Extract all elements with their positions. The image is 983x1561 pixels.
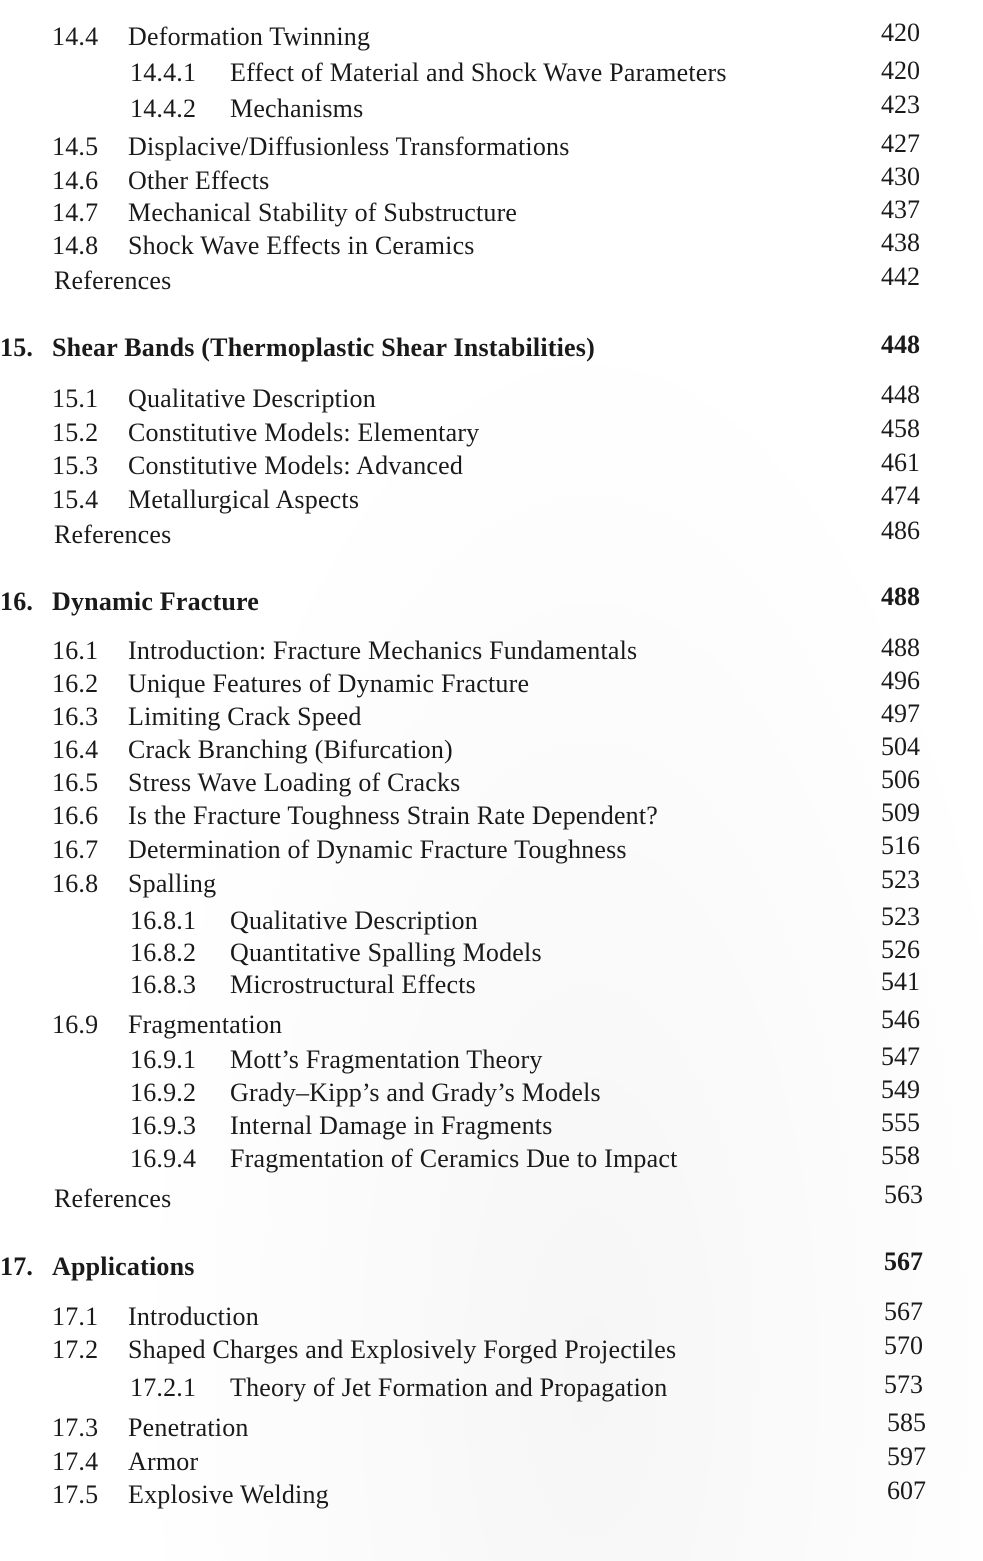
entry-title: Crack Branching (Bifurcation) (128, 735, 453, 764)
toc-entry (130, 1373, 667, 1403)
toc-entry (130, 94, 363, 124)
entry-page: 547 (881, 1042, 920, 1071)
entry-number: 14.4.2 (130, 94, 197, 123)
entry-page: 607 (887, 1476, 926, 1505)
toc-entry (52, 1447, 198, 1477)
entry-page: 474 (881, 481, 920, 510)
entry-number: 16.2 (52, 669, 99, 698)
entry-page: 563 (884, 1180, 923, 1209)
entry-number: 14.8 (52, 231, 99, 260)
entry-number: 16.9.1 (130, 1045, 197, 1074)
toc-entry (52, 22, 370, 52)
references-label: References (54, 266, 172, 295)
entry-number: 16.9.2 (130, 1078, 197, 1107)
entry-number: 16.5 (52, 768, 99, 797)
toc-references (54, 266, 171, 296)
toc-entry (52, 418, 479, 448)
toc-entry (52, 1413, 249, 1443)
entry-title: Introduction: Fracture Mechanics Fundamentals (128, 636, 638, 665)
entry-page: 546 (881, 1005, 920, 1034)
toc-references (54, 1184, 171, 1214)
entry-number: 17.4 (52, 1447, 99, 1476)
toc-entry (52, 1335, 676, 1365)
toc-entry (52, 735, 453, 765)
entry-number: 16.8.1 (130, 906, 197, 935)
entry-number: 15.2 (52, 418, 99, 447)
toc-entry (52, 702, 362, 732)
entry-page: 585 (887, 1408, 926, 1437)
entry-title: Qualitative Description (230, 906, 478, 935)
entry-title: Explosive Welding (128, 1480, 329, 1509)
entry-page: 523 (881, 865, 920, 894)
chapter-page: 567 (884, 1247, 923, 1276)
toc-entry (130, 970, 476, 1000)
entry-number: 15.3 (52, 451, 99, 480)
entry-page: 442 (881, 262, 920, 291)
entry-page: 430 (881, 162, 920, 191)
toc-entry (52, 231, 475, 261)
entry-number: 14.6 (52, 166, 99, 195)
entry-title: Armor (128, 1447, 199, 1476)
entry-page: 509 (881, 798, 920, 827)
entry-number: 16.7 (52, 835, 99, 864)
entry-number: 17.5 (52, 1480, 99, 1509)
toc-entry (130, 1078, 601, 1108)
toc-entry (52, 1010, 282, 1040)
entry-page: 488 (881, 633, 920, 662)
entry-title: Is the Fracture Toughness Strain Rate Dependent? (128, 801, 659, 830)
toc-entry (130, 938, 542, 968)
chapter-number: 16. (0, 587, 34, 616)
entry-title: Metallurgical Aspects (128, 485, 360, 514)
toc-entry (52, 1480, 329, 1510)
toc-entry (52, 132, 570, 162)
entry-title: Unique Features of Dynamic Fracture (128, 669, 530, 698)
entry-title: Mechanisms (230, 94, 364, 123)
entry-number: 16.9 (52, 1010, 99, 1039)
entry-title: Shock Wave Effects in Ceramics (128, 231, 475, 260)
entry-number: 14.4.1 (130, 58, 197, 87)
toc-entry (52, 801, 658, 831)
toc-entry (130, 1111, 553, 1141)
entry-number: 16.3 (52, 702, 99, 731)
entry-number: 16.9.3 (130, 1111, 197, 1140)
entry-title: Penetration (128, 1413, 249, 1442)
toc-entry (130, 58, 727, 88)
entry-title: Theory of Jet Formation and Propagation (230, 1373, 668, 1402)
entry-page: 423 (881, 90, 920, 119)
toc-entry (52, 198, 517, 228)
chapter-heading (0, 1252, 195, 1282)
entry-title: Qualitative Description (128, 384, 376, 413)
entry-number: 17.2.1 (130, 1373, 197, 1402)
entry-title: Limiting Crack Speed (128, 702, 362, 731)
chapter-page: 488 (881, 582, 920, 611)
references-label: References (54, 520, 172, 549)
entry-title: Fragmentation of Ceramics Due to Impact (230, 1144, 678, 1173)
entry-number: 15.4 (52, 485, 99, 514)
entry-title: Effect of Material and Shock Wave Parameters (230, 58, 727, 87)
toc-entry (52, 485, 359, 515)
entry-title: Constitutive Models: Elementary (128, 418, 480, 447)
entry-title: Grady–Kipp’s and Grady’s Models (230, 1078, 601, 1107)
entry-title: Other Effects (128, 166, 270, 195)
entry-number: 17.2 (52, 1335, 99, 1364)
entry-page: 486 (881, 516, 920, 545)
toc-entry (52, 636, 637, 666)
entry-title: Spalling (128, 869, 217, 898)
entry-number: 14.7 (52, 198, 99, 227)
entry-page: 506 (881, 765, 920, 794)
entry-title: Determination of Dynamic Fracture Toughness (128, 835, 627, 864)
entry-title: Mott’s Fragmentation Theory (230, 1045, 543, 1074)
entry-page: 420 (881, 56, 920, 85)
entry-title: Mechanical Stability of Substructure (128, 198, 518, 227)
entry-title: Introduction (128, 1302, 259, 1331)
entry-page: 461 (881, 448, 920, 477)
entry-page: 573 (884, 1370, 923, 1399)
entry-number: 16.9.4 (130, 1144, 197, 1173)
entry-page: 438 (881, 228, 920, 257)
entry-title: Microstructural Effects (230, 970, 476, 999)
toc-entry (52, 166, 269, 196)
entry-page: 541 (881, 967, 920, 996)
entry-number: 16.8.3 (130, 970, 197, 999)
entry-page: 597 (887, 1442, 926, 1471)
entry-number: 17.1 (52, 1302, 99, 1331)
entry-title: Fragmentation (128, 1010, 283, 1039)
toc-entry (52, 1302, 259, 1332)
entry-title: Stress Wave Loading of Cracks (128, 768, 461, 797)
entry-page: 516 (881, 831, 920, 860)
toc-entry (130, 1045, 543, 1075)
entry-page: 497 (881, 699, 920, 728)
chapter-title: Shear Bands (Thermoplastic Shear Instabilities) (52, 333, 595, 362)
entry-page: 496 (881, 666, 920, 695)
toc-entry (52, 835, 627, 865)
entry-number: 14.5 (52, 132, 99, 161)
entry-number: 17.3 (52, 1413, 99, 1442)
references-label: References (54, 1184, 172, 1213)
entry-number: 16.8 (52, 869, 99, 898)
entry-number: 16.4 (52, 735, 99, 764)
toc-entry (52, 451, 463, 481)
entry-number: 16.6 (52, 801, 99, 830)
entry-page: 504 (881, 732, 920, 761)
entry-page: 437 (881, 195, 920, 224)
entry-page: 570 (884, 1331, 923, 1360)
entry-number: 15.1 (52, 384, 99, 413)
entry-number: 16.8.2 (130, 938, 197, 967)
entry-page: 448 (881, 380, 920, 409)
chapter-number: 17. (0, 1252, 34, 1281)
entry-title: Deformation Twinning (128, 22, 371, 51)
toc-entry (52, 384, 376, 414)
entry-page: 567 (884, 1297, 923, 1326)
toc-entry (130, 1144, 678, 1174)
entry-page: 555 (881, 1108, 920, 1137)
toc-entry (52, 768, 461, 798)
chapter-heading (0, 587, 259, 617)
chapter-heading (0, 333, 595, 363)
chapter-page: 448 (881, 330, 920, 359)
entry-title: Quantitative Spalling Models (230, 938, 542, 967)
chapter-title: Dynamic Fracture (52, 587, 260, 616)
toc-references (54, 520, 171, 550)
toc-entry (52, 669, 529, 699)
entry-number: 14.4 (52, 22, 99, 51)
entry-title: Constitutive Models: Advanced (128, 451, 464, 480)
entry-title: Displacive/Diffusionless Transformations (128, 132, 570, 161)
entry-page: 549 (881, 1075, 920, 1104)
chapter-number: 15. (0, 333, 34, 362)
chapter-title: Applications (52, 1252, 195, 1281)
entry-number: 16.1 (52, 636, 99, 665)
entry-page: 458 (881, 414, 920, 443)
entry-page: 526 (881, 935, 920, 964)
entry-title: Internal Damage in Fragments (230, 1111, 553, 1140)
toc-entry (130, 906, 478, 936)
toc-entry (52, 869, 216, 899)
entry-page: 420 (881, 18, 920, 47)
entry-page: 427 (881, 129, 920, 158)
entry-page: 558 (881, 1141, 920, 1170)
entry-page: 523 (881, 902, 920, 931)
entry-title: Shaped Charges and Explosively Forged Projectiles (128, 1335, 677, 1364)
